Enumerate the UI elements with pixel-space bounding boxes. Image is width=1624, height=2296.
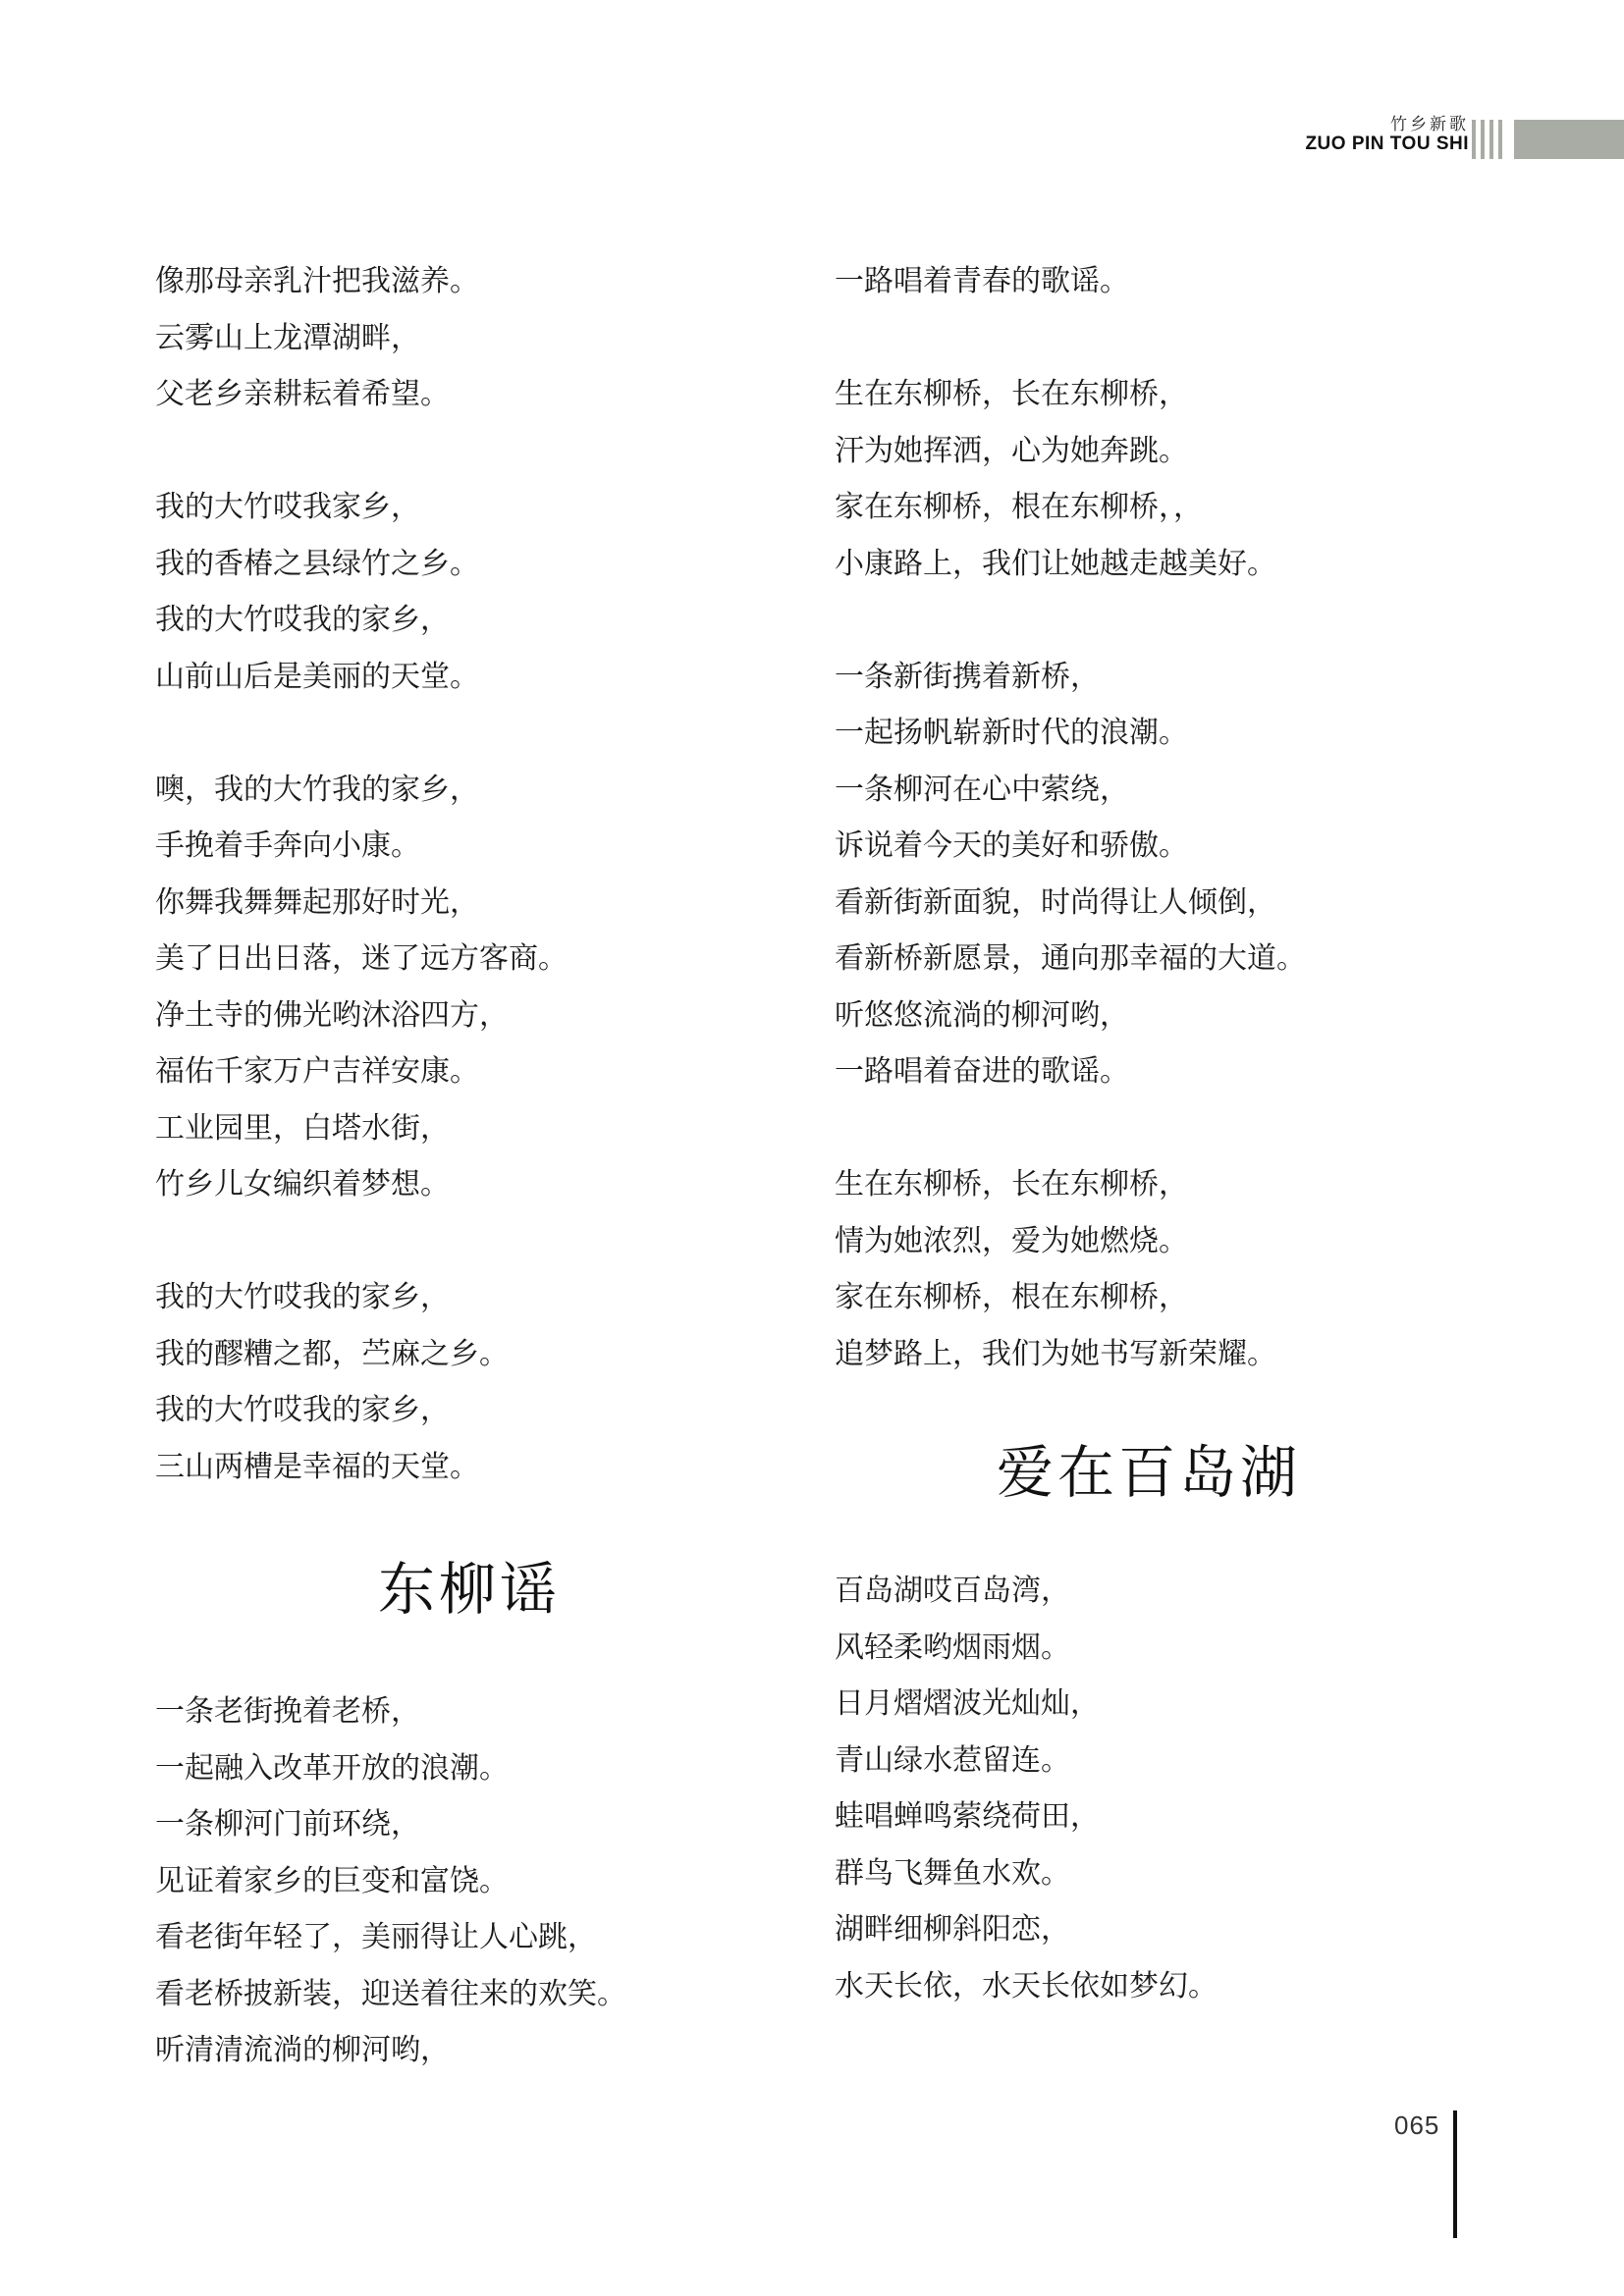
song-lyrics [835, 1563, 1463, 2014]
song-lyrics [155, 1683, 784, 2079]
left-column [155, 253, 784, 2079]
poem-line: 情为她浓烈，爱为她燃烧。 [835, 1223, 1188, 1258]
poem-stanzas [835, 253, 1463, 1382]
poem-line: 湖畔细柳斜阳恋， [835, 1912, 1070, 1947]
poem-line: 工业园里，白塔水街， [155, 1110, 450, 1146]
poem-line: 群鸟飞舞鱼水欢。 [835, 1855, 1070, 1891]
poem-line: 一路唱着奋进的歌谣。 [835, 1054, 1129, 1089]
poem-line: 美了日出日落，迷了远方客商。 [155, 941, 568, 976]
poem-line: 风轻柔哟烟雨烟。 [835, 1629, 1070, 1665]
poem-line: 父老乡亲耕耘着希望。 [155, 377, 450, 411]
poem-line: 听清清流淌的柳河哟， [155, 2033, 450, 2067]
stanza-gap [835, 592, 1463, 649]
poem-line: 我的大竹哎我家乡， [155, 490, 420, 524]
poem-line: 追梦路上，我们为她书写新荣耀。 [835, 1336, 1276, 1371]
poem-line: 小康路上，我们让她越走越美好。 [835, 546, 1276, 581]
poem-line: 生在东柳桥，长在东柳桥， [835, 1167, 1188, 1201]
poem-line: 我的大竹哎我的家乡， [155, 603, 450, 637]
poem-stanzas [155, 253, 784, 1495]
poem-line: 一条柳河在心中萦绕， [835, 772, 1129, 807]
stanza-gap [155, 1213, 784, 1270]
header-decoration-block [1514, 120, 1624, 159]
poem-line: 福佑千家万户吉祥安康。 [155, 1054, 479, 1089]
decor-bar [1472, 120, 1476, 159]
page-number: 065 [1394, 2110, 1440, 2140]
poem-line: 一起扬帆崭新时代的浪潮。 [835, 716, 1188, 750]
poem-line: 看老桥披新装，迎送着往来的欢笑。 [155, 1976, 626, 2011]
decor-bar [1498, 120, 1502, 159]
poem-line: 青山绿水惹留连。 [835, 1742, 1070, 1778]
poem-line: 蛙唱蝉鸣萦绕荷田， [835, 1799, 1100, 1834]
poem-line: 你舞我舞舞起那好时光， [155, 884, 479, 920]
section-title-en: ZUO PIN TOU SHI [1305, 133, 1469, 154]
stanza-gap [835, 1100, 1463, 1157]
poem-line: 生在东柳桥，长在东柳桥， [835, 377, 1188, 411]
section-title-cn: 竹乡新歌 [1390, 115, 1469, 134]
poem-line: 日月熠熠波光灿灿， [835, 1686, 1100, 1721]
poem-line: 水天长依，水天长依如梦幻。 [835, 1968, 1218, 2003]
poem-line: 一路唱着青春的歌谣。 [835, 264, 1129, 298]
poem-line: 一条柳河门前环绕， [155, 1807, 420, 1842]
poem-line: 净土寺的佛光哟沐浴四方， [155, 997, 509, 1033]
poem-line: 手挽着手奔向小康。 [155, 828, 420, 863]
poem-line: 三山两槽是幸福的天堂。 [155, 1449, 479, 1484]
poem-line: 百岛湖哎百岛湾， [835, 1574, 1070, 1608]
poem-line: 像那母亲乳汁把我滋养。 [155, 264, 479, 298]
poem-line: 见证着家乡的巨变和富饶。 [155, 1863, 509, 1898]
poem-line: 看新桥新愿景，通向那幸福的大道。 [835, 941, 1306, 976]
poem-line: 家在东柳桥，根在东柳桥，， [835, 490, 1203, 524]
poem-line: 噢，我的大竹我的家乡， [155, 772, 479, 807]
song-title: 爱在百岛湖 [996, 1439, 1301, 1506]
song-title: 东柳谣 [377, 1556, 561, 1623]
poem-line: 一条老街挽着老桥， [155, 1694, 420, 1729]
stanza-gap [155, 423, 784, 480]
poem-line: 竹乡儿女编织着梦想。 [155, 1167, 450, 1201]
poem-line: 云雾山上龙潭湖畔， [155, 320, 420, 355]
poem-line: 诉说着今天的美好和骄傲。 [835, 828, 1188, 863]
poem-line: 家在东柳桥，根在东柳桥， [835, 1280, 1188, 1314]
right-column [835, 253, 1463, 2014]
poem-line: 一起融入改革开放的浪潮。 [155, 1750, 509, 1786]
poem-line: 山前山后是美丽的天堂。 [155, 659, 479, 694]
poem-line: 我的大竹哎我的家乡， [155, 1393, 450, 1427]
header-decoration-bars [1472, 120, 1511, 159]
stanza-gap [155, 705, 784, 762]
header-text [1305, 116, 1469, 155]
footer-rule [1453, 2110, 1457, 2238]
poem-line: 看老街年轻了，美丽得让人心跳， [155, 1920, 597, 1954]
poem-line: 汗为她挥洒，心为她奔跳。 [835, 433, 1188, 468]
running-header [1113, 116, 1624, 161]
poem-line: 看新街新面貌，时尚得让人倾倒， [835, 884, 1276, 920]
poem-line: 一条新街携着新桥， [835, 659, 1100, 694]
decor-bar [1481, 120, 1485, 159]
poem-line: 我的大竹哎我的家乡， [155, 1280, 450, 1314]
stanza-gap [835, 310, 1463, 367]
poem-line: 听悠悠流淌的柳河哟， [835, 997, 1129, 1033]
decor-bar [1489, 120, 1493, 159]
poem-line: 我的香椿之县绿竹之乡。 [155, 546, 479, 581]
poem-line: 我的醪糟之都，苎麻之乡。 [155, 1336, 509, 1371]
